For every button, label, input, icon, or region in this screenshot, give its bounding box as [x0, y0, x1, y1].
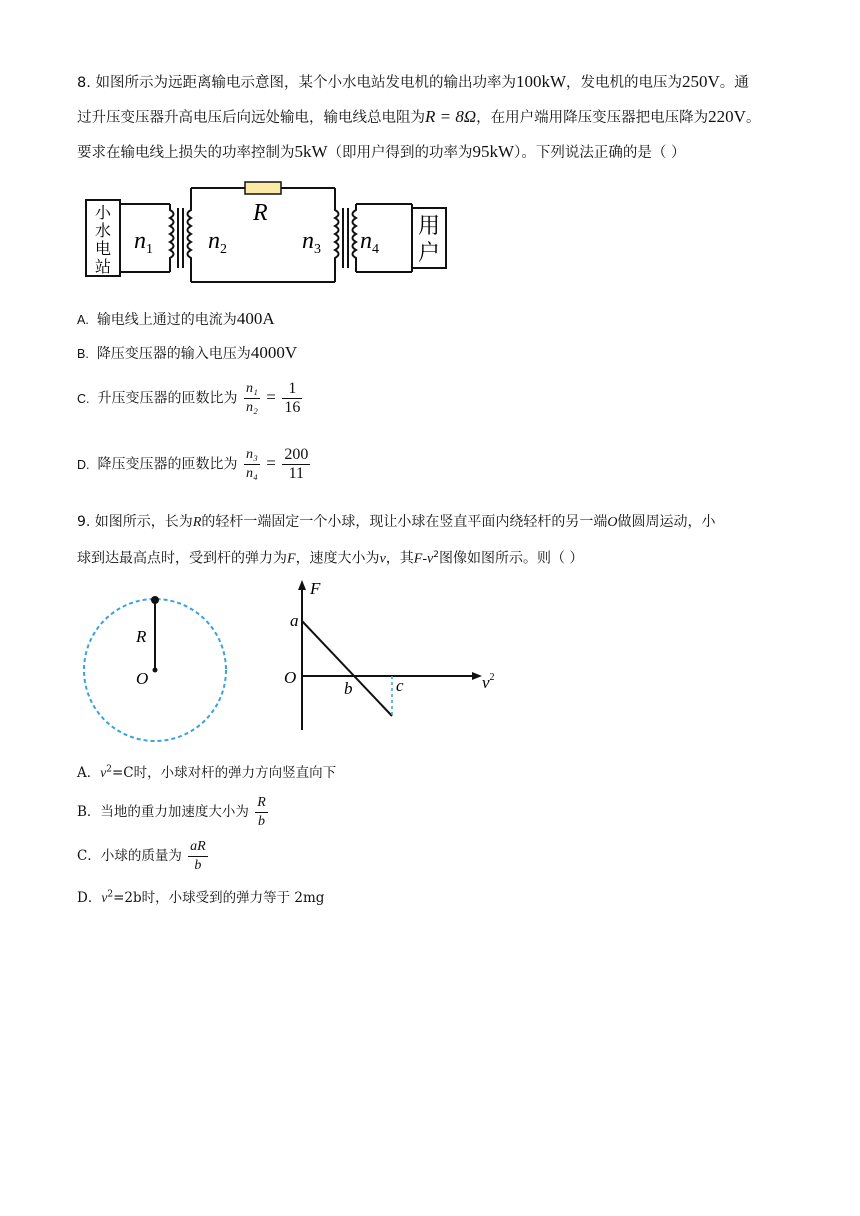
coil-n4 — [353, 204, 357, 272]
d-value-fraction: $\frac{200}{11}$ — [284, 446, 309, 482]
q8-line-3: 要求在输电线上损失的功率控制为5kW（即用户得到的功率为95kW）。下列说法正确的是（ ） — [77, 142, 686, 161]
v2-axis-arrow — [472, 672, 482, 680]
resistance-value: R = 8Ω — [425, 107, 477, 126]
q8-option-a[interactable]: A. 输电线上通过的电流为400A — [77, 309, 275, 328]
user-char-1: 用 — [417, 214, 441, 239]
f-v2-graph — [280, 576, 500, 736]
user-char-2: 户 — [417, 241, 441, 266]
q9-option-a[interactable]: A．$v^2=C$时，小球对杆的弹力方向竖直向下 — [77, 764, 337, 781]
q8-option-d[interactable]: D. 降压变压器的匝数比为 $\frac{\text{n₃}}{\text{n₄}}$ = $\frac{200}{11}$ — [77, 446, 309, 482]
label-b: b — [344, 679, 353, 698]
resistor — [245, 182, 281, 194]
loss-power-value: 5kW — [294, 142, 328, 161]
label-v2: $v^2$ — [482, 672, 495, 692]
q9-option-d[interactable]: D．$v^2=2b$时，小球受到的弹力等于 2mg — [77, 889, 325, 906]
q8-line-1: 8. 如图所示为远距离输电示意图，某个小水电站发电机的输出功率为100kW，发电机的电压为250V。通 — [77, 72, 749, 91]
q9-option-b[interactable]: B．当地的重力加速度大小为 $\frac{R}{b}$ — [77, 795, 266, 829]
ball — [151, 596, 159, 604]
voltage-value: 250V — [682, 72, 720, 91]
f-axis-arrow — [298, 580, 306, 590]
transmission-diagram — [80, 178, 460, 290]
station-char-3: 电 — [94, 239, 112, 258]
pivot-point — [153, 668, 158, 673]
label-n1: $n_1$ — [134, 228, 153, 257]
label-n3: $n_3$ — [302, 228, 321, 257]
station-char-4: 站 — [94, 257, 112, 276]
label-pivot-O: O — [136, 669, 149, 688]
d-ratio-fraction: $\frac{\text{n₃}}{\text{n₄}}$ — [245, 447, 258, 481]
label-n4: $n_4$ — [360, 228, 379, 257]
station-char-1: 小 — [94, 203, 112, 222]
label-n2: $n_2$ — [208, 228, 227, 257]
q9-option-c[interactable]: C．小球的质量为 $\frac{aR}{b}$ — [77, 839, 206, 873]
c-value-fraction: $\frac{1}{16}$ — [284, 380, 301, 416]
q8-line-2: 过升压变压器升高电压后向远处输电，输电线总电阻为R = 8Ω，在用户端用降压变压器把电压降为220V。 — [77, 107, 761, 126]
c-ratio-fraction: $\frac{\text{n₁}}{\text{n₂}}$ — [245, 381, 258, 415]
q9-line-1: 9. 如图所示，长为R的轻杆一端固定一个小球，现让小球在竖直平面内绕轻杆的另一端O做圆周运动，小 — [77, 514, 716, 530]
q8-option-b[interactable]: B. 降压变压器的输入电压为4000V — [77, 343, 298, 362]
label-rod-R: R — [136, 627, 147, 646]
label-F: F — [310, 579, 321, 598]
user-voltage-value: 220V — [708, 107, 746, 126]
label-O: O — [284, 668, 297, 687]
b-gravity-fraction: $\frac{R}{b}$ — [257, 795, 266, 829]
circle-figure — [80, 592, 230, 748]
graph-line — [302, 621, 392, 716]
coil-n2 — [188, 204, 192, 272]
c-mass-fraction: $\frac{aR}{b}$ — [190, 839, 206, 873]
user-power-value: 95kW — [472, 142, 515, 161]
coil-n1 — [170, 204, 174, 272]
label-a: a — [290, 611, 299, 630]
label-c: c — [396, 676, 404, 695]
label-R: R — [253, 200, 268, 226]
q9-line-2: 球到达最高点时，受到杆的弹力为F，速度大小为v，其$F-v^2$图像如图所示。则（ ） — [77, 550, 584, 567]
coil-n3 — [335, 204, 339, 272]
q8-option-c[interactable]: C. 升压变压器的匝数比为 $\frac{\text{n₁}}{\text{n₂}}$ = $\frac{1}{16}$ — [77, 380, 301, 416]
power-value: 100kW — [515, 72, 566, 91]
station-char-2: 水 — [94, 221, 112, 240]
